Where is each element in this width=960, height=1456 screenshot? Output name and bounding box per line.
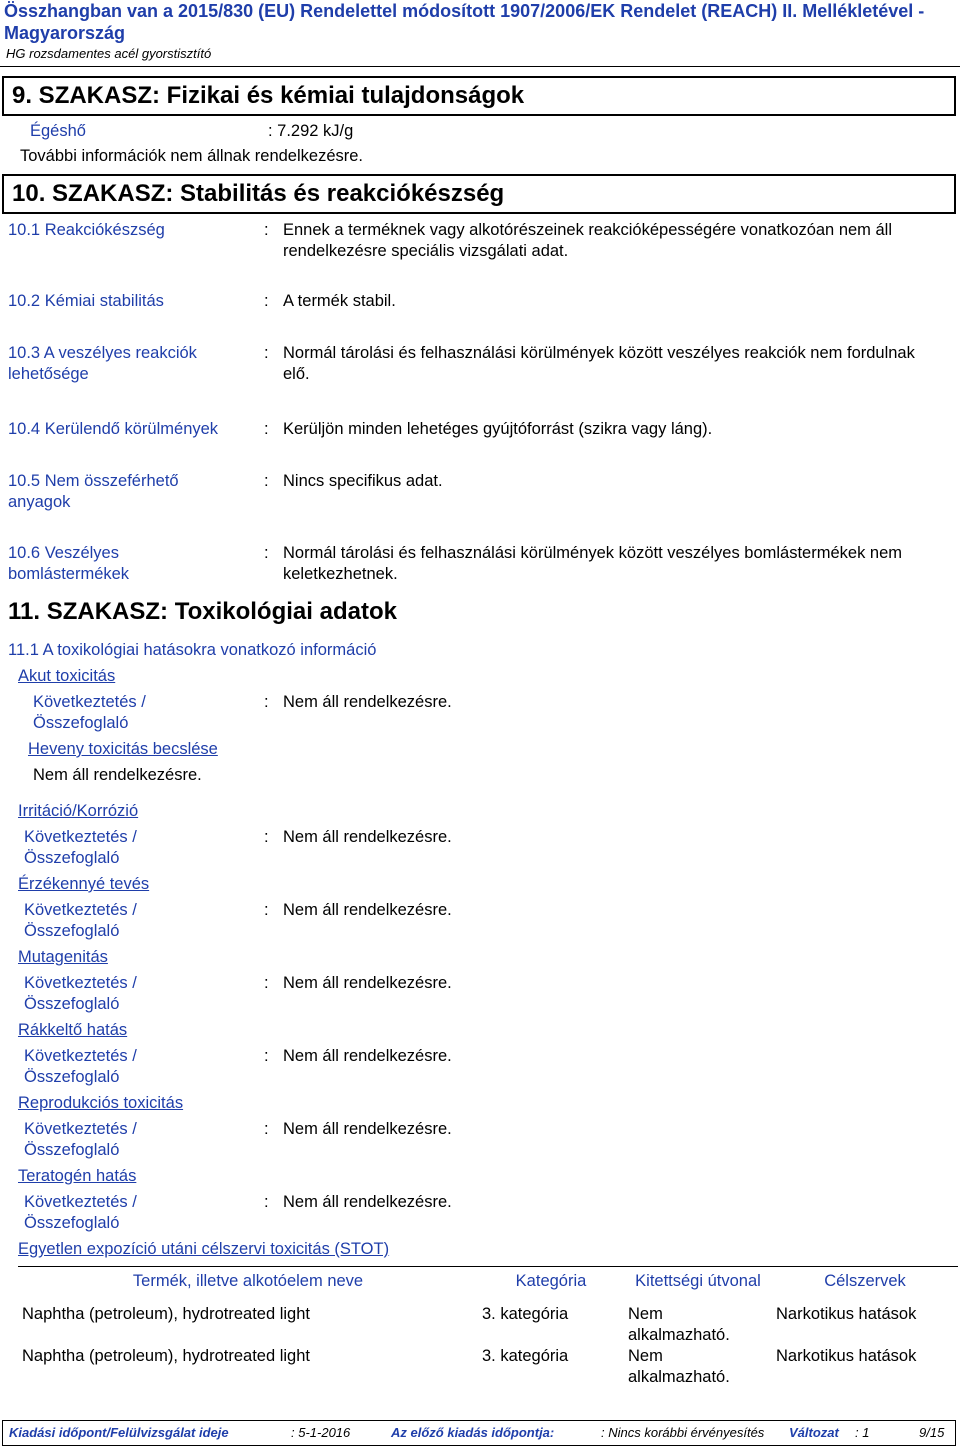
table-header-cell: Célszervek xyxy=(824,1272,906,1290)
issue-date-value: : 5-1-2016 xyxy=(291,1425,351,1440)
colon: : xyxy=(264,420,269,438)
acute-toxicity-estimate-heading: Heveny toxicitás becslése xyxy=(28,740,218,758)
chemical-stability-value: A termék stabil. xyxy=(283,292,396,310)
table-cell: 3. kategória xyxy=(482,1305,569,1323)
issue-date-label: Kiadási időpont/Felülvizsgálat ideje xyxy=(9,1425,229,1440)
teratogenicity-heading: Teratogén hatás xyxy=(18,1167,137,1185)
heat-of-combustion-label: Égéshő xyxy=(30,122,86,140)
table-cell: Naphtha (petroleum), hydrotreated light xyxy=(22,1347,310,1365)
heat-of-combustion-value: : 7.292 kJ/g xyxy=(268,122,354,140)
conclusion-value: Nem áll rendelkezésre. xyxy=(283,1120,452,1138)
colon: : xyxy=(264,1120,269,1138)
table-row xyxy=(18,1346,958,1388)
section-11-title: 11. SZAKASZ: Toxikológiai adatok xyxy=(8,598,397,625)
colon: : xyxy=(264,472,269,490)
table-header-cell: Kategória xyxy=(515,1272,587,1290)
conclusion-label: Következtetés / Összefoglaló xyxy=(24,828,137,867)
sensitization-heading: Érzékennyé tevés xyxy=(18,875,150,893)
reactivity-value: Ennek a terméknek vagy alkotórészeinek reakcióképességére vonatkozóan nem áll rendelkezésre speciális vizsgálati adat. xyxy=(283,221,893,260)
colon: : xyxy=(264,544,269,562)
previous-date-label: Az előző kiadás időpontja: xyxy=(391,1425,555,1440)
table-cell: Naphtha (petroleum), hydrotreated light xyxy=(22,1305,310,1323)
section-10-title: 10. SZAKASZ: Stabilitás és reakciókészség xyxy=(2,174,956,214)
conclusion-value: Nem áll rendelkezésre. xyxy=(283,901,452,919)
incompatible-materials-value: Nincs specifikus adat. xyxy=(283,472,443,490)
conditions-to-avoid-label: 10.4 Kerülendő körülmények xyxy=(8,420,219,438)
colon: : xyxy=(264,344,269,362)
conclusion-value: Nem áll rendelkezésre. xyxy=(283,1193,452,1211)
colon: : xyxy=(264,693,269,711)
chemical-stability-label: 10.2 Kémiai stabilitás xyxy=(8,292,164,310)
decomposition-products-value: Normál tárolási és felhasználási körülmények között veszélyes bomlástermékek nem keletkezhetnek. xyxy=(283,544,902,583)
conclusion-value: Nem áll rendelkezésre. xyxy=(283,974,452,992)
decomposition-products-label: 10.6 Veszélyes bomlástermékek xyxy=(8,544,130,583)
table-header-cell: Kitettségi útvonal xyxy=(635,1272,761,1290)
version-value: : 1 xyxy=(855,1425,870,1440)
table-cell: Nem alkalmazható. xyxy=(628,1347,730,1386)
acute-estimate-value: Nem áll rendelkezésre. xyxy=(33,766,202,784)
stot-table xyxy=(18,1266,958,1388)
colon: : xyxy=(264,292,269,310)
table-row xyxy=(18,1292,958,1346)
colon: : xyxy=(264,828,269,846)
page-footer xyxy=(2,1420,956,1446)
section-9-note: További információk nem állnak rendelkezésre. xyxy=(20,147,364,165)
conclusion-value: Nem áll rendelkezésre. xyxy=(283,1047,452,1065)
version-label: Változat xyxy=(789,1425,839,1440)
conclusion-label: Következtetés / Összefoglaló xyxy=(24,901,137,940)
document-regulation-title: Összhangban van a 2015/830 (EU) Rendelettel módosított 1907/2006/EK Rendelet (REACH) II. Mellékletével - Magyarország xyxy=(4,1,925,43)
colon: : xyxy=(264,901,269,919)
conclusion-label: Következtetés / Összefoglaló xyxy=(24,1047,137,1086)
table-cell: 3. kategória xyxy=(482,1347,569,1365)
conclusion-label: Következtetés / Összefoglaló xyxy=(24,1193,137,1232)
toxicology-info-subtitle: 11.1 A toxikológiai hatásokra vonatkozó információ xyxy=(8,641,377,659)
table-cell: Narkotikus hatások xyxy=(776,1347,917,1365)
table-cell: Narkotikus hatások xyxy=(776,1305,917,1323)
conclusion-label: Következtetés / Összefoglaló xyxy=(24,1120,137,1159)
hazardous-reactions-value: Normál tárolási és felhasználási körülmények között veszélyes reakciók nem fordulnak elő. xyxy=(283,344,915,383)
colon: : xyxy=(264,974,269,992)
stot-heading: Egyetlen expozíció utáni célszervi toxicitás (STOT) xyxy=(18,1240,390,1258)
conditions-to-avoid-value: Kerüljön minden lehetéges gyújtóforrást (szikra vagy láng). xyxy=(283,420,713,438)
irritation-heading: Irritáció/Korrózió xyxy=(18,802,139,820)
reactivity-label: 10.1 Reakciókészség xyxy=(8,221,165,239)
header-divider xyxy=(0,66,960,67)
reproductive-toxicity-heading: Reprodukciós toxicitás xyxy=(18,1094,184,1112)
table-header-row xyxy=(18,1267,958,1293)
colon: : xyxy=(264,1047,269,1065)
conclusion-label: Következtetés / Összefoglaló xyxy=(33,693,146,732)
section-9-title: 9. SZAKASZ: Fizikai és kémiai tulajdonságok xyxy=(2,76,956,116)
hazardous-reactions-label: 10.3 A veszélyes reakciók lehetősége xyxy=(8,344,197,383)
table-header-cell: Termék, illetve alkotóelem neve xyxy=(132,1272,364,1290)
conclusion-value: Nem áll rendelkezésre. xyxy=(283,693,452,711)
previous-date-value: : Nincs korábbi érvényesítés xyxy=(601,1425,765,1440)
mutagenicity-heading: Mutagenitás xyxy=(18,948,108,966)
conclusion-label: Következtetés / Összefoglaló xyxy=(24,974,137,1013)
colon: : xyxy=(264,1193,269,1211)
product-name: HG rozsdamentes acél gyorstisztító xyxy=(6,46,212,61)
incompatible-materials-label: 10.5 Nem összeférhető anyagok xyxy=(8,472,179,511)
acute-toxicity-heading: Akut toxicitás xyxy=(18,667,116,685)
conclusion-value: Nem áll rendelkezésre. xyxy=(283,828,452,846)
table-cell: Nem alkalmazható. xyxy=(628,1305,730,1344)
colon: : xyxy=(264,221,269,239)
page-number: 9/15 xyxy=(919,1425,945,1440)
carcinogenicity-heading: Rákkeltő hatás xyxy=(18,1021,128,1039)
